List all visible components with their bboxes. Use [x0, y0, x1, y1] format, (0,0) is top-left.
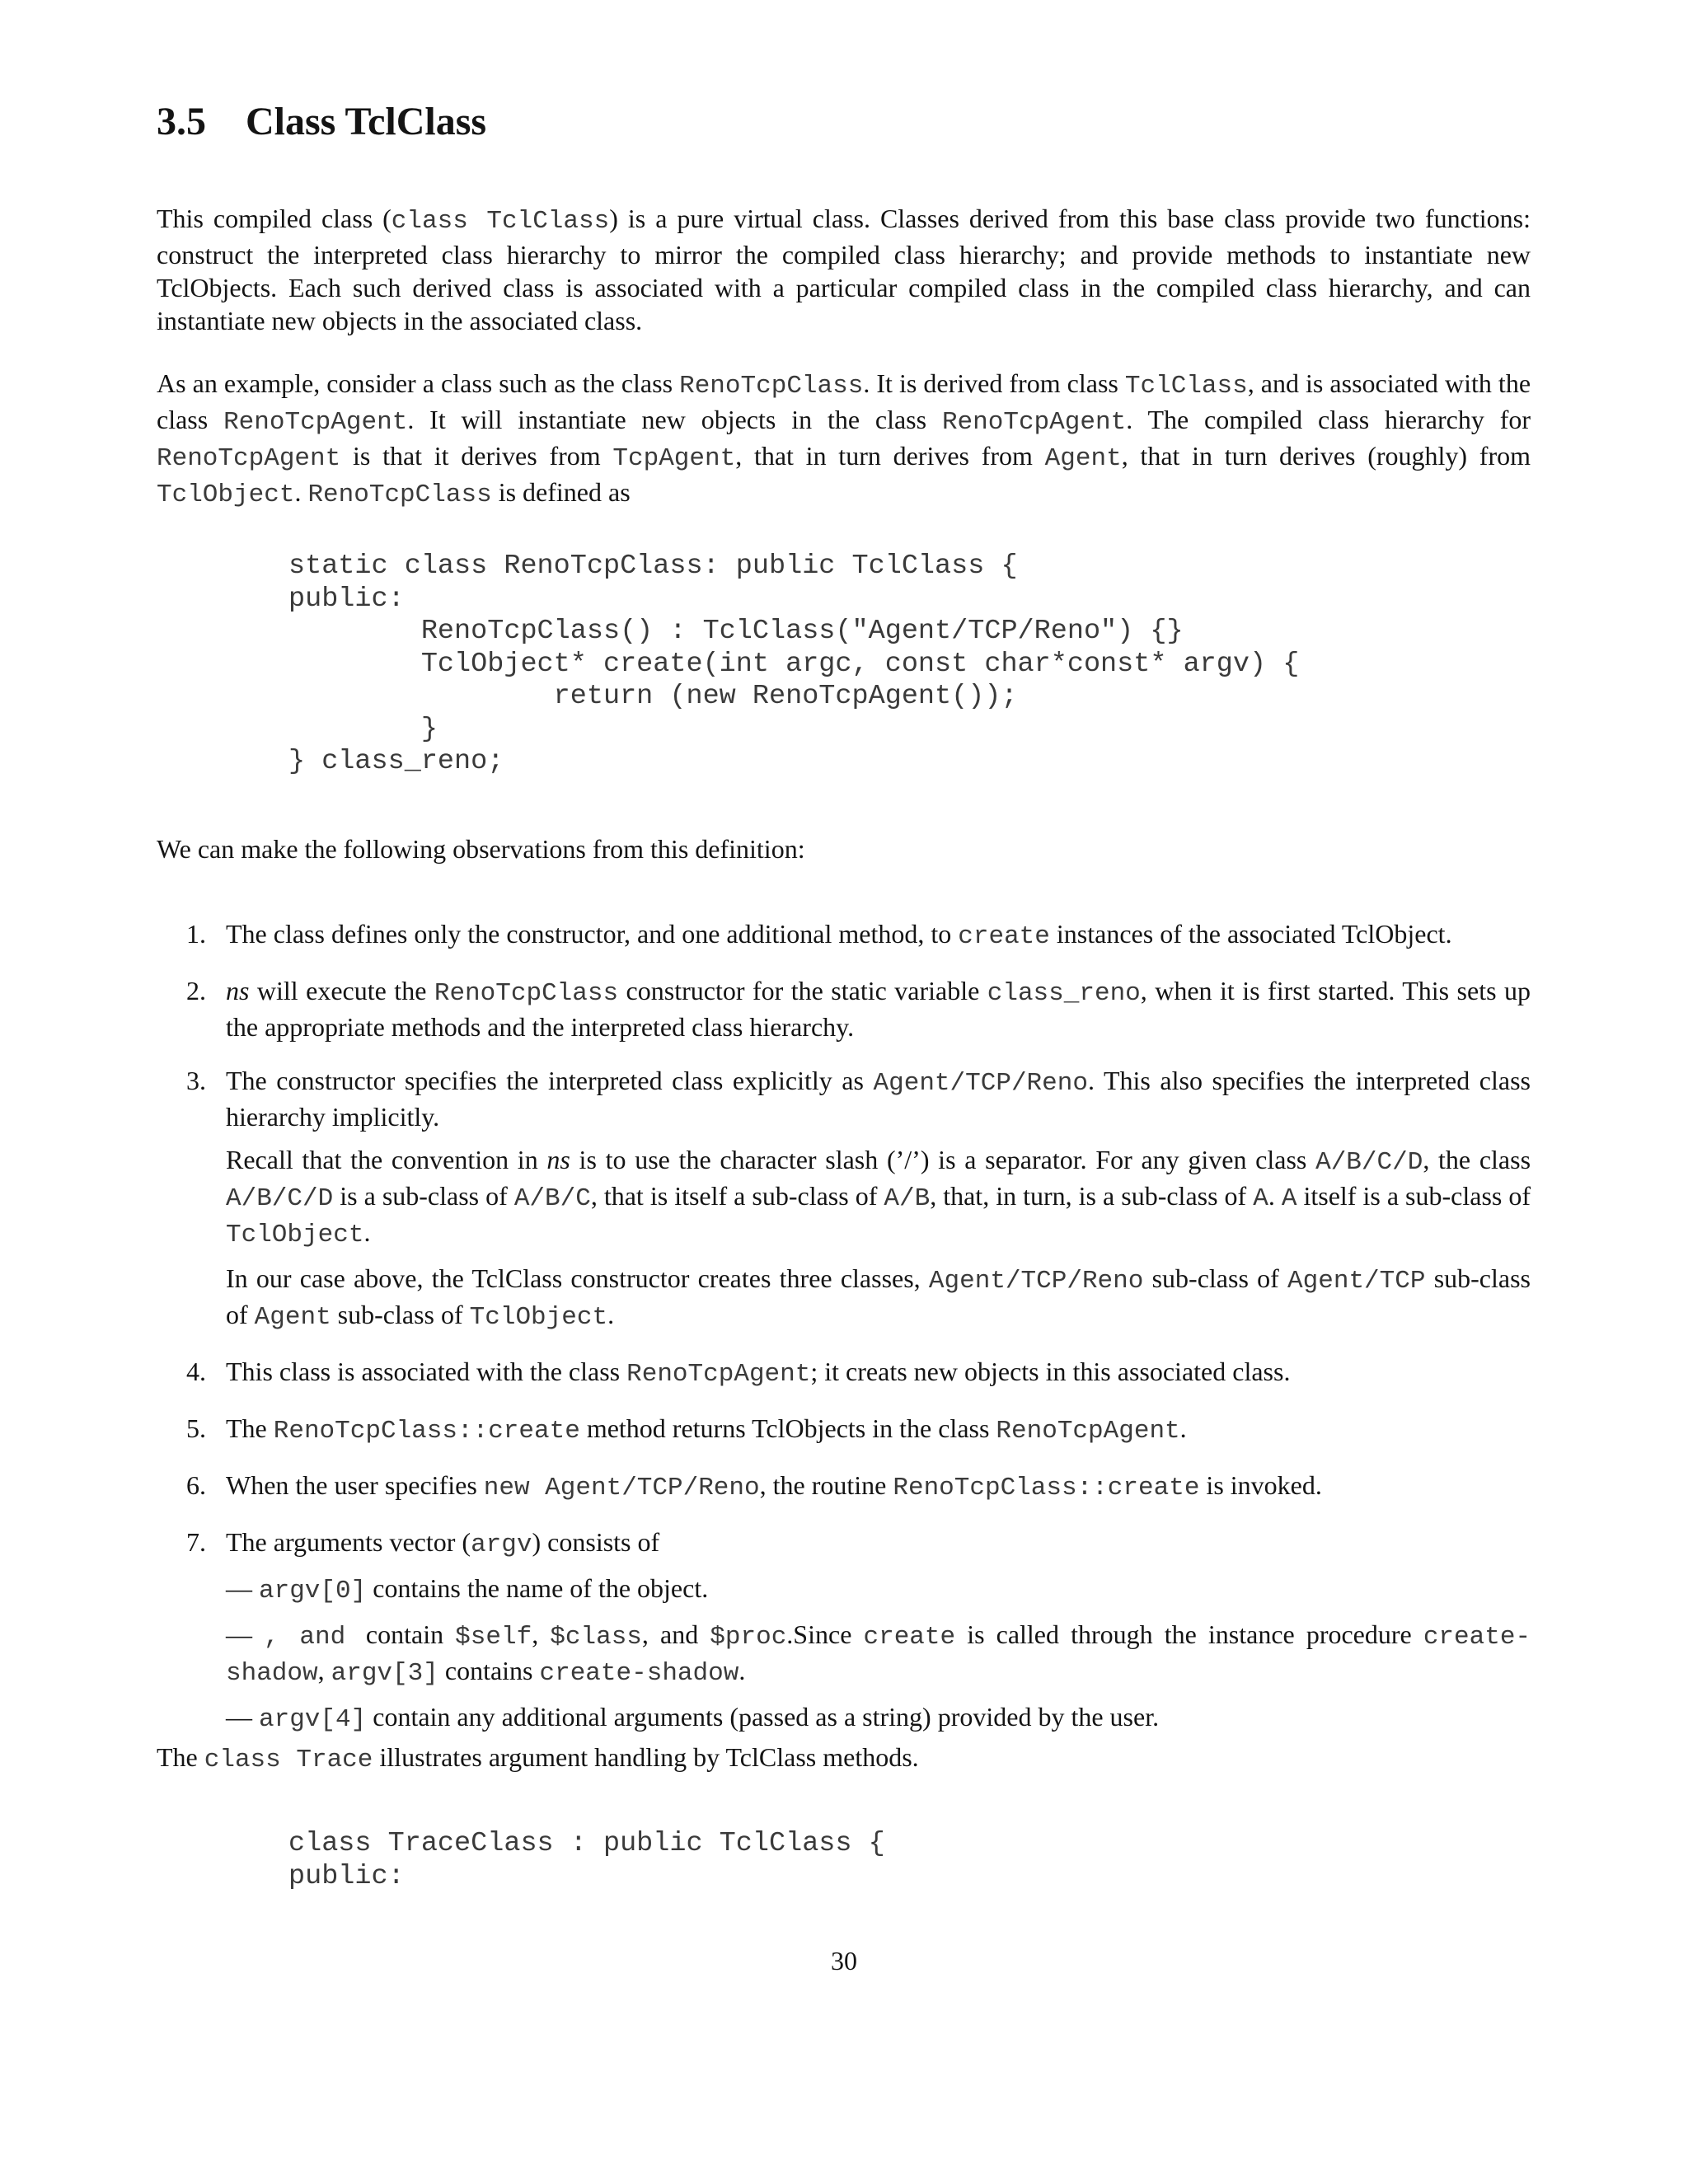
- list-item: [157, 1526, 1531, 1736]
- em-dash: —: [226, 1573, 252, 1603]
- intro-paragraph: [157, 202, 1531, 337]
- text: The: [226, 1413, 274, 1443]
- text: instances of the associated TclObject.: [1049, 919, 1452, 949]
- text: is to use the character slash (’/’) is a separator. For any given class: [570, 1145, 1316, 1174]
- text: . This also specifies the interpreted class hierarchy implicitly.: [226, 1066, 1531, 1132]
- text: .: [607, 1300, 615, 1329]
- em-dash: —: [226, 1619, 252, 1649]
- inline-code: RenoTcpClass: [679, 372, 864, 401]
- inline-code: argv: [471, 1530, 532, 1559]
- item-number: 4.: [186, 1357, 206, 1386]
- inline-code: create-shadow: [226, 1623, 1531, 1688]
- text: is a sub-class of: [333, 1181, 514, 1211]
- text: .: [1268, 1181, 1282, 1211]
- inline-code: argv[3]: [331, 1659, 438, 1688]
- text: When the user specifies: [226, 1470, 484, 1500]
- inline-code: class Trace: [204, 1746, 373, 1774]
- inline-code: TclClass: [1124, 372, 1248, 401]
- text: .: [1179, 1413, 1187, 1443]
- text: ) consists of: [532, 1527, 660, 1557]
- inline-code: RenoTcpAgent: [626, 1360, 811, 1389]
- inline-code: A/B/C/D: [226, 1184, 334, 1213]
- text: , that in turn derives (roughly) from: [1121, 441, 1531, 471]
- text: ,: [317, 1656, 331, 1685]
- item-text: [226, 1064, 1531, 1133]
- inline-code: A: [1253, 1184, 1268, 1213]
- text: sub-class of: [331, 1300, 470, 1329]
- inline-code: A/B/C/D: [1315, 1148, 1423, 1177]
- observations-list: [157, 917, 1531, 1757]
- code-block-reno: static class RenoTcpClass: public TclClass { public: RenoTcpClass() : TclClass("Agent/TCP/Reno") {} TclObject* create(int argc, const char*const* argv) { return (new RenoTcpAgent()); } } class_reno;: [288, 551, 1300, 777]
- inline-code: create-shadow: [539, 1659, 739, 1688]
- inline-code: create: [863, 1623, 956, 1652]
- text: method returns TclObjects in the class: [579, 1413, 996, 1443]
- text: sub-class of: [1143, 1263, 1288, 1293]
- section-number: 3.5: [157, 100, 206, 143]
- item-text: [226, 974, 1531, 1043]
- text: , and: [641, 1619, 710, 1649]
- text: illustrates argument handling by TclClass methods.: [373, 1742, 919, 1772]
- text: Recall that the convention in: [226, 1145, 547, 1174]
- text: .: [294, 477, 308, 507]
- text: The class defines only the constructor, and one additional method, to: [226, 919, 959, 949]
- text: In our case above, the TclClass constructor creates three classes,: [226, 1263, 929, 1293]
- emphasis: ns: [546, 1145, 570, 1174]
- inline-code: RenoTcpAgent: [223, 408, 408, 437]
- text: contain any additional arguments (passed as a string) provided by the user.: [366, 1702, 1160, 1732]
- trace-paragraph: [157, 1741, 1531, 1777]
- inline-code: Agent: [1044, 444, 1122, 473]
- observations-intro: We can make the following observations from this definition:: [157, 834, 805, 864]
- inline-code: Agent: [254, 1303, 331, 1332]
- inline-code: Agent/TCP/Reno: [928, 1267, 1144, 1296]
- inline-code: RenoTcpAgent: [941, 408, 1127, 437]
- text: will execute the: [249, 976, 434, 1005]
- text: .: [363, 1217, 371, 1247]
- inline-code: RenoTcpAgent: [157, 444, 341, 473]
- text: is that it derives from: [340, 441, 613, 471]
- text: The constructor specifies the interpreted class explicitly as: [226, 1066, 874, 1095]
- text: This class is associated with the class: [226, 1357, 627, 1386]
- text: , when it is first started. This sets up the appropriate methods and the interpreted class hierarchy.: [226, 976, 1531, 1042]
- list-item: [157, 1355, 1531, 1391]
- inline-code: new Agent/TCP/Reno: [483, 1474, 760, 1502]
- text: is defined as: [491, 477, 631, 507]
- text: As an example, consider a class such as the class: [157, 368, 680, 398]
- item-text: [226, 1412, 1531, 1448]
- emphasis: ns: [226, 976, 250, 1005]
- inline-code: RenoTcpClass::create: [893, 1474, 1200, 1502]
- text: contain: [365, 1619, 456, 1649]
- argv-sub-item: [226, 1618, 1531, 1690]
- item-number: 1.: [186, 919, 206, 949]
- inline-code: Agent/TCP: [1287, 1267, 1426, 1296]
- inline-code: A/B: [884, 1184, 931, 1213]
- inline-code: RenoTcpAgent: [996, 1417, 1180, 1446]
- item-number: 5.: [186, 1413, 206, 1443]
- text: ) is a pure virtual class. Classes derived from this base class provide two functions: construct the interpreted class hierarchy to mirror the compiled class hierarchy; and provide methods to instantiate new TclObjects. Each such derived class is associated with a particular compiled class in the compiled class hierarchy, and can instantiate new objects in the associated class.: [157, 204, 1531, 335]
- inline-code: $proc: [710, 1623, 787, 1652]
- inline-code: Agent/TCP/Reno: [873, 1069, 1088, 1098]
- list-item: [157, 1412, 1531, 1448]
- inline-code: A/B/C: [513, 1184, 591, 1213]
- item-text-recall: [226, 1143, 1531, 1252]
- text: , that, in turn, is a sub-class of: [930, 1181, 1254, 1211]
- example-paragraph: [157, 367, 1531, 512]
- inline-code: $self: [455, 1623, 532, 1652]
- argv-sub-item: [226, 1700, 1531, 1736]
- inline-code: TcpAgent: [612, 444, 736, 473]
- inline-code: RenoTcpClass: [434, 979, 619, 1008]
- text: itself is a sub-class of: [1296, 1181, 1531, 1211]
- page-number: 30: [831, 1946, 857, 1975]
- item-number: 2.: [186, 976, 206, 1005]
- inline-code: create: [958, 922, 1050, 951]
- list-item: [157, 917, 1531, 954]
- text: ; it creats new objects in this associated class.: [810, 1357, 1291, 1386]
- inline-code: , and: [264, 1623, 366, 1652]
- text: , the routine: [759, 1470, 893, 1500]
- text: . It is derived from class: [863, 368, 1125, 398]
- list-item: [157, 1064, 1531, 1334]
- section-heading: [157, 97, 486, 147]
- text: The: [157, 1742, 204, 1772]
- text: is invoked.: [1199, 1470, 1322, 1500]
- text: contains: [438, 1656, 540, 1685]
- inline-code: class_reno: [987, 979, 1141, 1008]
- list-item: [157, 1469, 1531, 1505]
- text: constructor for the static variable: [618, 976, 987, 1005]
- item-number: 7.: [186, 1527, 206, 1557]
- inline-code: $class: [550, 1623, 642, 1652]
- item-number: 3.: [186, 1066, 206, 1095]
- item-text: [226, 917, 1531, 954]
- inline-code: TclObject: [226, 1221, 364, 1249]
- text: , that is itself a sub-class of: [590, 1181, 884, 1211]
- item-text: [226, 1469, 1531, 1505]
- text: sub-class of: [226, 1263, 1531, 1329]
- item-text: [226, 1526, 1531, 1562]
- inline-code: argv[0]: [259, 1577, 367, 1605]
- inline-code: TclObject: [469, 1303, 608, 1332]
- text: The arguments vector (: [226, 1527, 471, 1557]
- inline-code: class TclClass: [391, 207, 610, 236]
- text: , that in turn derives from: [735, 441, 1045, 471]
- inline-code: TclObject: [157, 480, 295, 509]
- text: . The compiled class hierarchy for: [1126, 405, 1531, 434]
- text: This compiled class (: [157, 204, 392, 233]
- inline-code: RenoTcpClass::create: [273, 1417, 580, 1446]
- code-block-trace: class TraceClass : public TclClass { public:: [288, 1828, 885, 1892]
- item-text: [226, 1355, 1531, 1391]
- text: .Since: [786, 1619, 864, 1649]
- inline-code: A: [1281, 1184, 1297, 1213]
- em-dash: —: [226, 1702, 252, 1732]
- section-title: Class TclClass: [246, 100, 487, 143]
- text: ,: [532, 1619, 551, 1649]
- text: is called through the instance procedure: [955, 1619, 1423, 1649]
- item-number: 6.: [186, 1470, 206, 1500]
- text: .: [738, 1656, 746, 1685]
- inline-code: argv[4]: [259, 1705, 367, 1734]
- list-item: [157, 974, 1531, 1043]
- text: . It will instantiate new objects in the class: [407, 405, 942, 434]
- text: , and is associated with the class: [157, 368, 1531, 434]
- text: , the class: [1423, 1145, 1531, 1174]
- argv-sub-item: [226, 1572, 1531, 1608]
- inline-code: RenoTcpClass: [307, 480, 492, 509]
- text: contains the name of the object.: [366, 1573, 709, 1603]
- item-text-case: [226, 1262, 1531, 1334]
